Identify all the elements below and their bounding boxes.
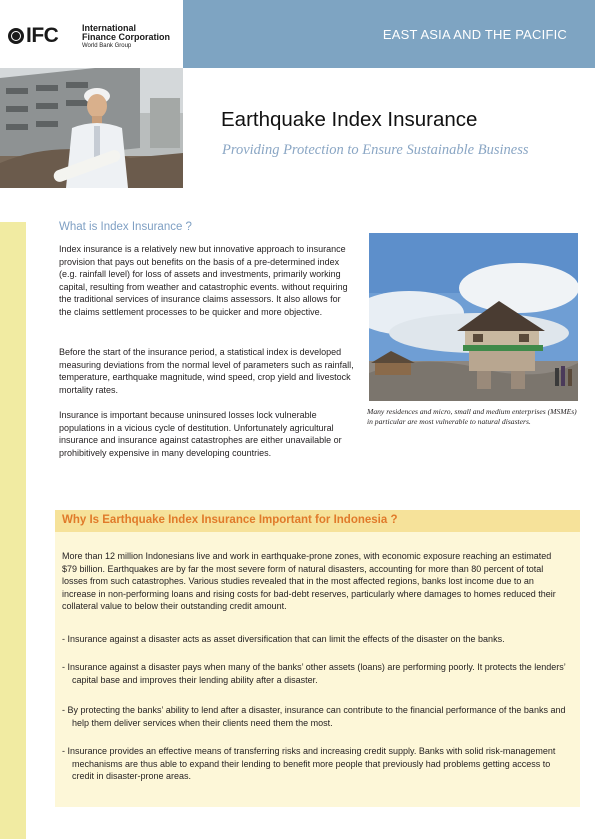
logo-line-3: World Bank Group	[82, 43, 132, 49]
paragraph: Index insurance is a relatively new but innovative approach to insurance provision that pays out benefits on the basis of a pre-determined index (e.g. rainfall level) for loss of assets and investments, primarily working capital, resulting from weather and catastrophic events. without requiring the traditional services of insurance claims assessors. It also allows for the claims settlement processes to be quicker and more objective.	[59, 244, 348, 317]
damaged-house-illustration	[369, 233, 578, 401]
damaged-house-photo	[369, 233, 578, 401]
bullet-item: - Insurance against a disaster acts as asset diversification that can limit the effects of the disaster on the banks.	[62, 634, 505, 644]
ifc-logo	[8, 24, 58, 48]
section-heading-why-important: Why Is Earthquake Index Insurance Important for Indonesia ?	[62, 514, 398, 526]
page-title: Earthquake Index Insurance	[221, 108, 478, 131]
section-heading-what-is-index-insurance: What is Index Insurance ?	[59, 221, 192, 233]
hero-photo	[0, 68, 183, 188]
logo-line-2: Finance Corporation	[82, 32, 171, 42]
logo-line-1: International	[82, 23, 137, 33]
bullet-item: - Insurance against a disaster pays when many of the banks’ other assets (loans) are performing poorly. It protects the lenders’ capital base and improves their lending ability after a disaster.	[62, 662, 566, 685]
bullet-item: - Insurance provides an effective means of transferring risks and increasing credit supply. Banks with solid risk-management mechanisms are thus able to expand their lending to benefit more people that previously had problems getting access to credit in disaster-prone areas.	[62, 746, 556, 781]
hero-photo-illustration	[0, 68, 183, 188]
logo-mark-text: IFC	[26, 24, 59, 47]
paragraph: Insurance is important because uninsured losses lock vulnerable populations in a vicious cycle of destitution. Unfortunately agricultural insurance and insurance against catastrophes are either unavailable or prohibitively expensive in many developing countries.	[59, 410, 342, 458]
logo-wordmark	[82, 24, 170, 50]
paragraph: More than 12 million Indonesians live and work in earthquake-prone zones, with economic exposure reaching an estimated $79 billion. Earthquakes are by far the most severe form of natural disasters, accounting for more than 80 percent of total losses from such catastrophes. Various studies revealed that in the most affected regions, banks lost income due to an increase in non-performing loans and rising costs for bad-debt reserves, particularly where damages to homes reduced their collateral value to below their outstanding credit amount.	[62, 551, 556, 611]
region-label: EAST ASIA AND THE PACIFIC	[382, 27, 567, 42]
paragraph: Before the start of the insurance period, a statistical index is developed measuring deviations from the normal level of parameters such as rainfall, temperature, earthquake magnitude, wind speed, crop yield and livestock mortality rates.	[59, 347, 354, 395]
bullet-item: - By protecting the banks’ ability to lend after a disaster, insurance can contribute to the financial performance of the banks and help them deliver services when their clients need them the most.	[62, 705, 566, 728]
page-subtitle: Providing Protection to Ensure Sustainable Business	[222, 142, 529, 158]
side-strip	[0, 222, 26, 839]
globe-icon	[8, 28, 24, 44]
photo-caption: Many residences and micro, small and medium enterprises (MSMEs) in particular are most vulnerable to natural disasters.	[367, 407, 577, 426]
